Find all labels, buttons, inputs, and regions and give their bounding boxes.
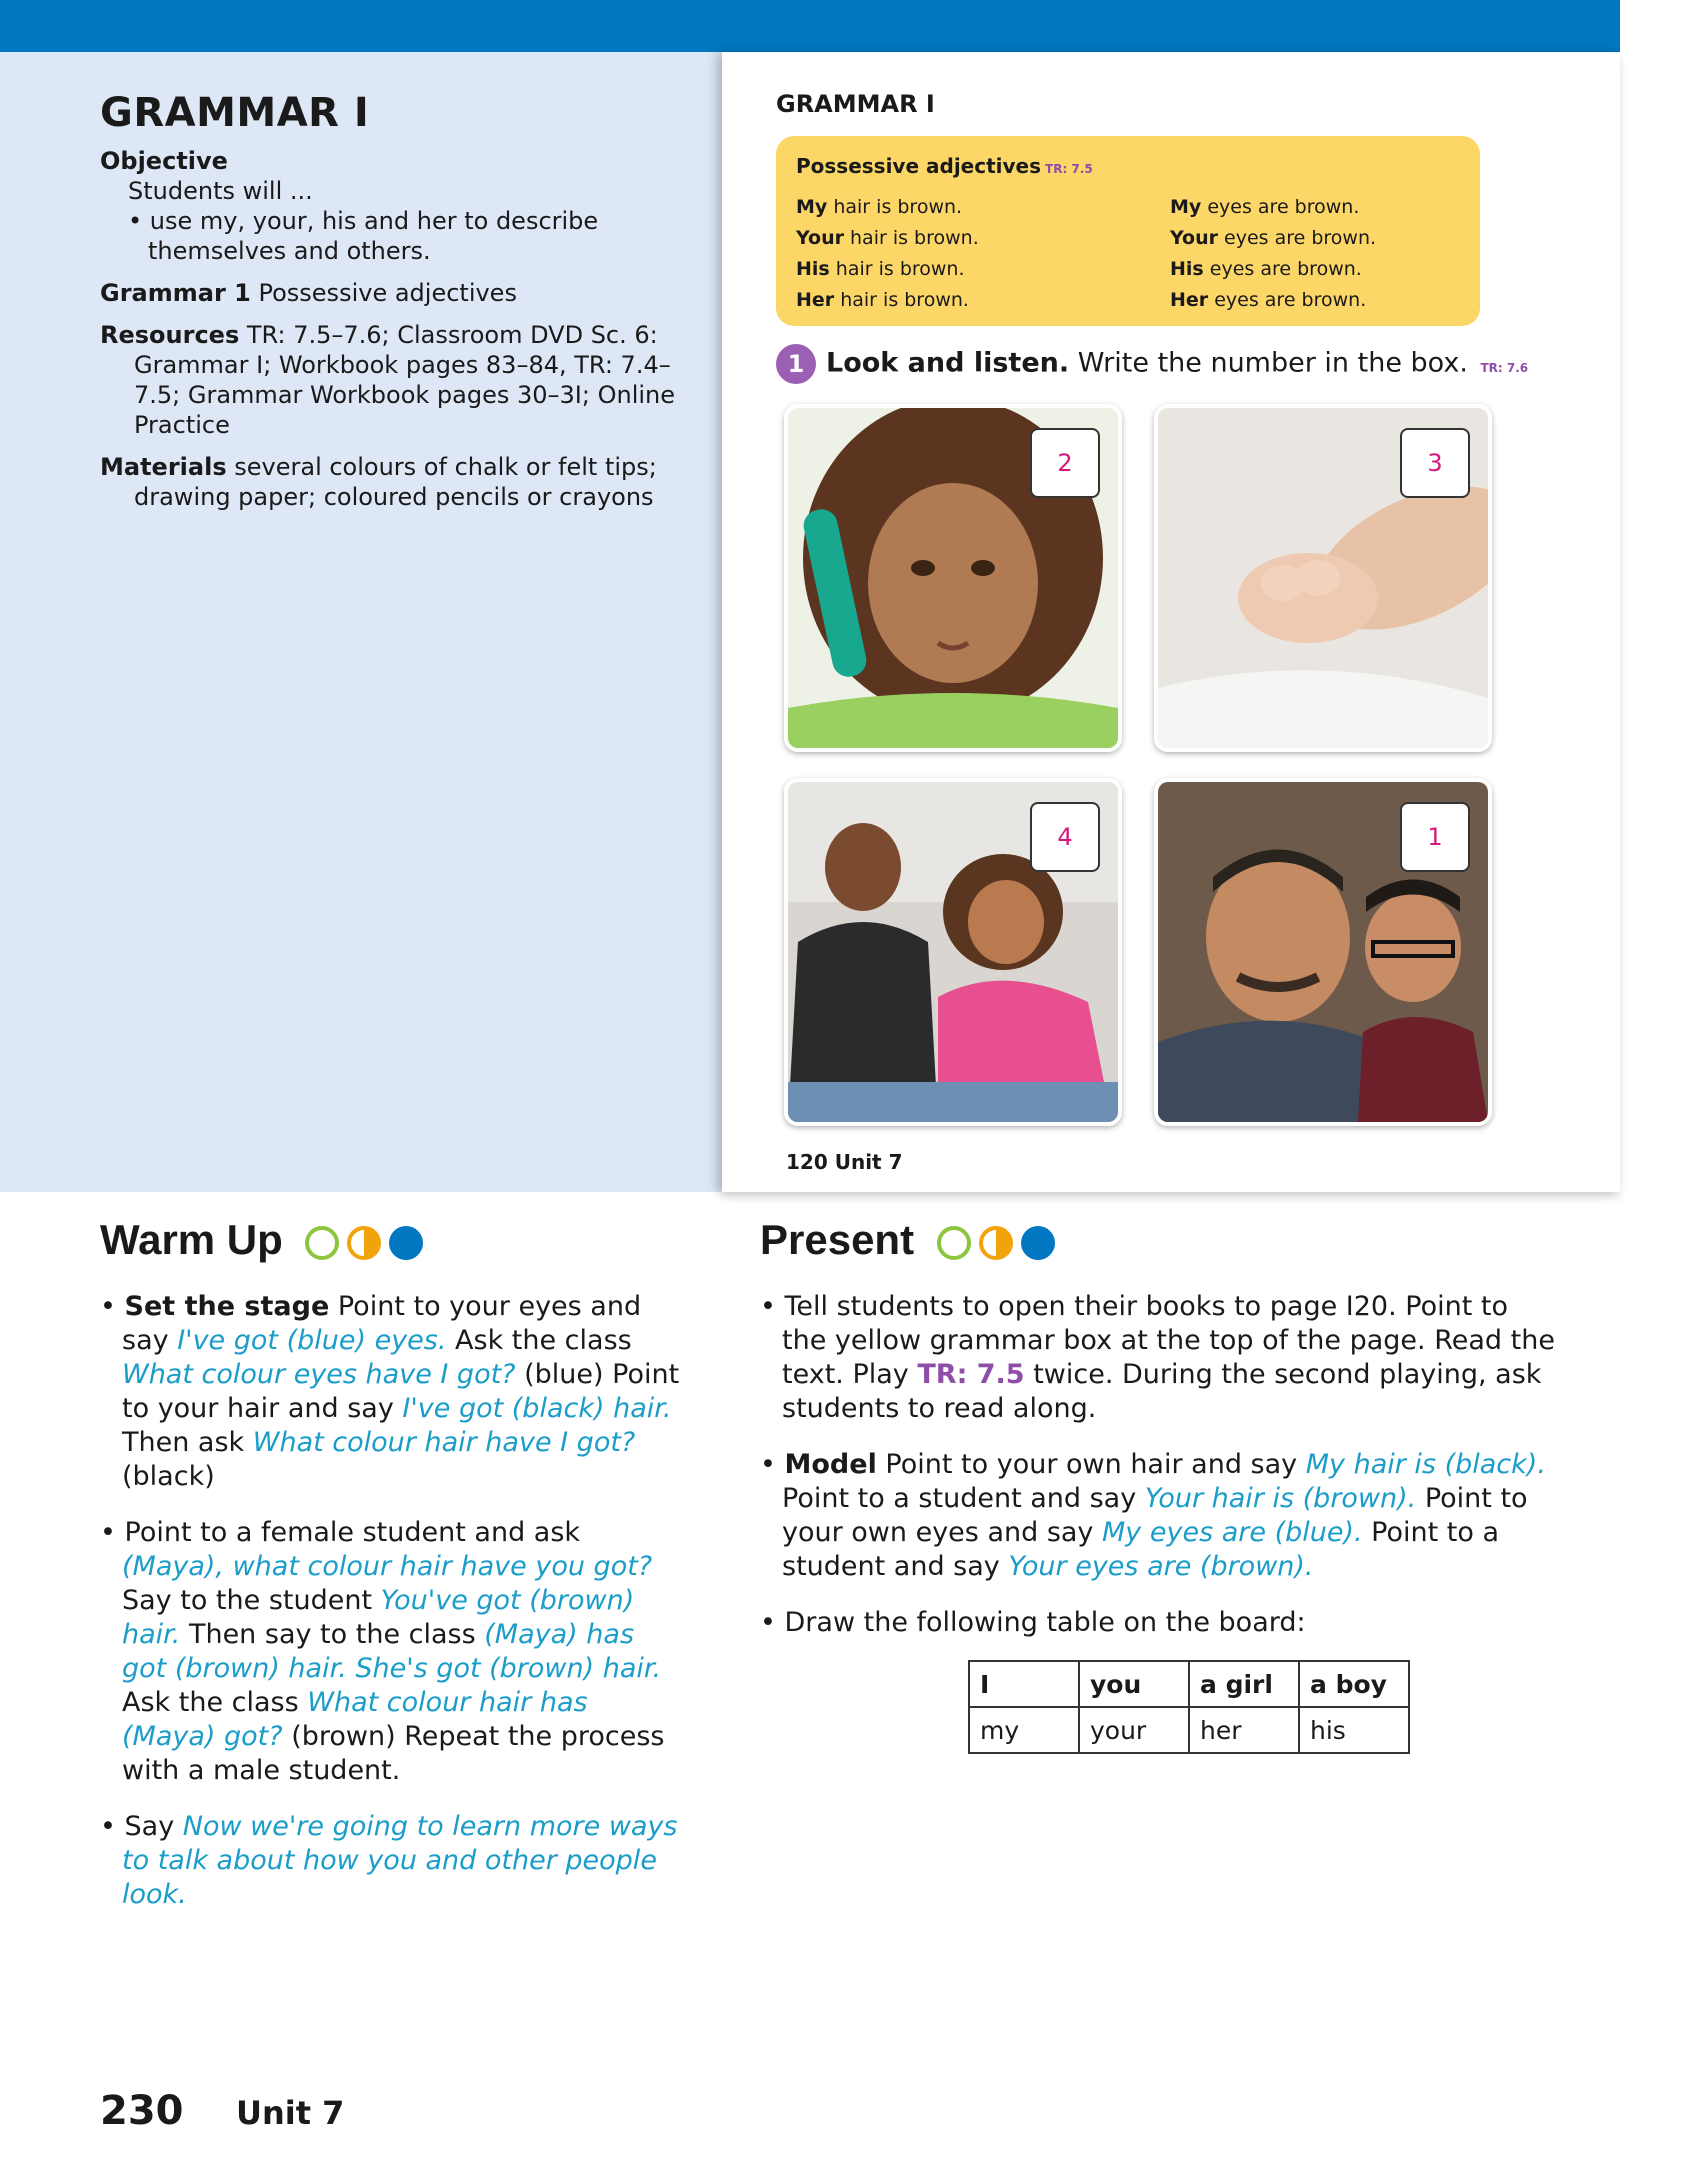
photo-baby-hand <box>1154 404 1492 752</box>
student-page-heading: GRAMMAR I <box>776 90 935 118</box>
present-step-1: • Tell students to open their books to page I20. Point to the yellow grammar box at the top of the page. Read the text. Play TR: 7.5 twice. During the second playing, ask students to read along. <box>760 1291 1555 1424</box>
grammar-box-track: TR: 7.5 <box>1045 162 1093 176</box>
table-cell: a girl <box>1189 1661 1299 1707</box>
activity-instruction <box>776 344 1528 384</box>
answer-box[interactable]: 4 <box>1030 802 1100 872</box>
objective-intro: Students will ... <box>128 177 313 205</box>
hair-line: Your hair is brown. <box>796 227 979 249</box>
level-dots-icon <box>304 1223 434 1263</box>
table-cell: you <box>1079 1661 1189 1707</box>
hair-line: Her hair is brown. <box>796 289 969 311</box>
hair-line: His hair is brown. <box>796 258 965 280</box>
table-cell: a boy <box>1299 1661 1409 1707</box>
footer-unit: Unit 7 <box>236 2094 345 2132</box>
lesson-meta <box>100 146 700 524</box>
grammar-label: Grammar 1 <box>100 279 251 307</box>
grammar-box-title-text: Possessive adjectives <box>796 154 1042 178</box>
warm-up-title: Warm Up <box>100 1216 283 1263</box>
resources-text: TR: 7.5–7.6; Classroom DVD Sc. 6: Grammar I; Workbook pages 83–84, TR: 7.4–7.5; Grammar Workbook pages 30–3I; Online Practice <box>134 321 676 439</box>
warm-up-body <box>100 1290 680 1934</box>
hair-column <box>796 192 979 316</box>
warm-up-step-1: • Set the stage Point to your eyes and say I've got (blue) eyes. Ask the class What colour eyes have I got? (blue) Point to your hair and say I've got (black) hair. Then ask What colour hair have I got? (black) <box>100 1291 680 1492</box>
activity-bold: Look and listen. <box>826 347 1070 379</box>
objective-bullet: • use my, your, his and her to describe themselves and others. <box>128 207 599 265</box>
materials-text: several colours of chalk or felt tips; drawing paper; coloured pencils or crayons <box>134 453 657 511</box>
table-cell: my <box>969 1707 1079 1753</box>
student-page-footer: 120 Unit 7 <box>786 1150 903 1174</box>
present-title: Present <box>760 1216 915 1263</box>
eyes-line: Your eyes are brown. <box>1170 227 1377 249</box>
activity-track: TR: 7.6 <box>1480 360 1529 375</box>
objective-label: Objective <box>100 147 228 175</box>
activity-number-badge: 1 <box>776 344 816 384</box>
warm-up-step-2: • Point to a female student and ask (Maya), what colour hair have you got? Say to the student You've got (brown) hair. Then say to the class (Maya) has got (brown) hair. She's got (brown) hair. Ask the class What colour hair has (Maya) got? (brown) Repeat the process with a male student. <box>100 1517 665 1786</box>
page-number: 230 <box>100 2088 184 2134</box>
present-body <box>760 1290 1560 1662</box>
eyes-line: Her eyes are brown. <box>1170 289 1367 311</box>
table-cell: his <box>1299 1707 1409 1753</box>
present-heading <box>760 1216 1066 1264</box>
photo-grandfather-and-boy <box>1154 778 1492 1126</box>
possessive-table <box>968 1660 1410 1754</box>
eyes-line: My eyes are brown. <box>1170 196 1360 218</box>
table-cell: your <box>1079 1707 1189 1753</box>
warm-up-heading <box>100 1216 434 1264</box>
table-cell: her <box>1189 1707 1299 1753</box>
grammar-box-title <box>796 154 1093 178</box>
resources-label: Resources <box>100 321 240 349</box>
hair-line: My hair is brown. <box>796 196 963 218</box>
answer-box[interactable]: 3 <box>1400 428 1470 498</box>
grammar-text: Possessive adjectives <box>258 279 517 307</box>
teacher-section-title: GRAMMAR I <box>100 90 370 136</box>
answer-box[interactable]: 2 <box>1030 428 1100 498</box>
table-row <box>969 1707 1409 1753</box>
activity-text: Write the number in the box. <box>1077 347 1468 379</box>
grammar-box <box>776 136 1480 326</box>
materials-label: Materials <box>100 453 227 481</box>
photo-children-playing <box>784 778 1122 1126</box>
top-color-bar <box>0 0 1620 52</box>
table-cell: I <box>969 1661 1079 1707</box>
eyes-column <box>1170 192 1376 316</box>
eyes-line: His eyes are brown. <box>1170 258 1362 280</box>
answer-box[interactable]: 1 <box>1400 802 1470 872</box>
present-step-3: • Draw the following table on the board: <box>760 1607 1306 1638</box>
photo-girl-brushing-hair <box>784 404 1122 752</box>
warm-up-step-3: • Say Now we're going to learn more ways to talk about how you and other people look. <box>100 1811 678 1910</box>
level-dots-icon <box>936 1223 1066 1263</box>
table-row <box>969 1661 1409 1707</box>
present-step-2: • Model Point to your own hair and say My hair is (black). Point to a student and say Your hair is (brown). Point to your own eyes and say My eyes are (blue). Point to a student and say Your eyes are (brown). <box>760 1449 1546 1582</box>
